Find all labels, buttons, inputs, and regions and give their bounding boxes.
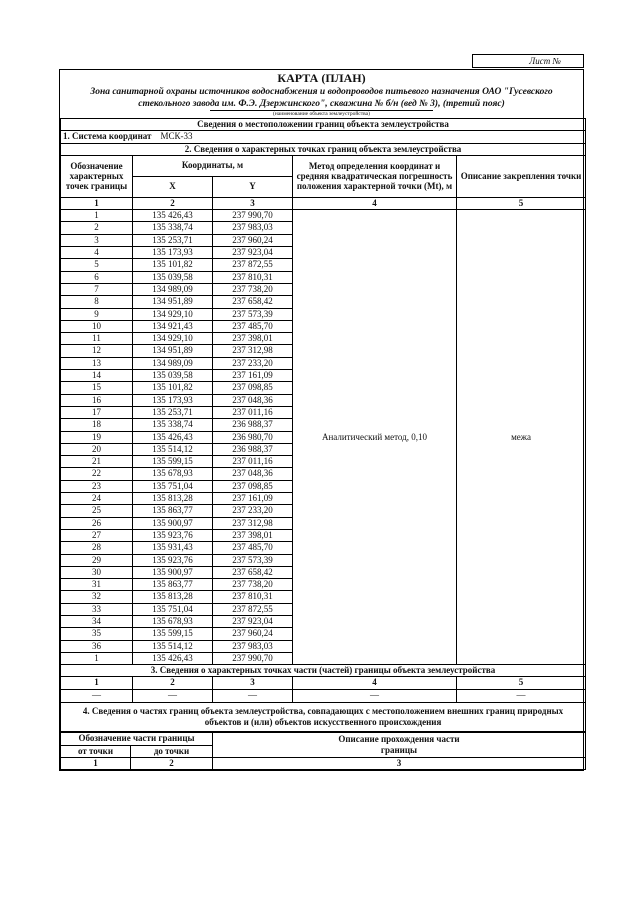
coord-x: 135 039,58: [133, 370, 213, 382]
coord-x: 135 173,93: [133, 394, 213, 406]
coord-x: 135 426,43: [133, 210, 213, 222]
coord-x: 134 989,09: [133, 283, 213, 295]
point-number: 35: [61, 628, 133, 640]
coord-x: 135 678,93: [133, 468, 213, 480]
coord-y: 237 658,42: [213, 566, 293, 578]
sheet-label: Лист №: [529, 56, 561, 66]
coord-y: 236 980,70: [213, 431, 293, 443]
coord-x: 134 989,09: [133, 357, 213, 369]
coord-y: 237 233,20: [213, 505, 293, 517]
point-number: 27: [61, 529, 133, 541]
point-number: 19: [61, 431, 133, 443]
point-header: Обозначение характерных точек границы: [61, 155, 133, 197]
point-number: 28: [61, 542, 133, 554]
coord-x: 135 338,74: [133, 419, 213, 431]
coord-y: 237 960,24: [213, 628, 293, 640]
col-number: 4: [293, 197, 457, 209]
x-header: X: [133, 176, 213, 197]
point-number: 32: [61, 591, 133, 603]
coords-header: Координаты, м: [133, 155, 293, 176]
coord-x: 135 253,71: [133, 234, 213, 246]
coord-x: 135 514,12: [133, 640, 213, 652]
coord-x: 135 923,76: [133, 529, 213, 541]
coord-x: 135 931,43: [133, 542, 213, 554]
coord-y: 236 988,37: [213, 419, 293, 431]
col-number: 3: [213, 677, 293, 689]
section4-title: 4. Сведения о частях границ объекта землеустройства, совпадающих с местоположением внешних границ природных объектов и (или) объектов искусственного происхождения: [61, 702, 586, 732]
dash-cell: —: [213, 689, 293, 702]
coord-x: 135 900,97: [133, 566, 213, 578]
coord-x: 135 900,97: [133, 517, 213, 529]
coord-x: 135 514,12: [133, 443, 213, 455]
sheet-number-box: [472, 54, 584, 68]
coord-y: 237 738,20: [213, 283, 293, 295]
coord-y: 237 011,16: [213, 406, 293, 418]
point-number: 11: [61, 333, 133, 345]
point-number: 16: [61, 394, 133, 406]
point-number: 21: [61, 456, 133, 468]
coord-x: 135 813,28: [133, 493, 213, 505]
dash-cell: —: [61, 689, 133, 702]
col-number: 5: [457, 677, 586, 689]
point-number: 33: [61, 603, 133, 615]
coord-system-label: 1. Система координат: [63, 131, 152, 142]
point-number: 23: [61, 480, 133, 492]
coord-x: 135 173,93: [133, 247, 213, 259]
coord-y: 237 161,09: [213, 493, 293, 505]
point-number: 2: [61, 222, 133, 234]
document-title: КАРТА (ПЛАН): [277, 71, 366, 85]
coord-x: 135 039,58: [133, 271, 213, 283]
point-number: 12: [61, 345, 133, 357]
dash-cell: —: [133, 689, 213, 702]
coord-y: 237 960,24: [213, 234, 293, 246]
coord-y: 237 923,04: [213, 247, 293, 259]
coord-y: 237 312,98: [213, 517, 293, 529]
coord-x: 134 921,43: [133, 320, 213, 332]
coord-y: 237 048,36: [213, 468, 293, 480]
point-number: 26: [61, 517, 133, 529]
coord-x: 135 813,28: [133, 591, 213, 603]
point-number: 14: [61, 370, 133, 382]
coord-y: 237 098,85: [213, 480, 293, 492]
coord-y: 237 011,16: [213, 456, 293, 468]
col-number: 3: [213, 757, 586, 769]
coord-y: 237 161,09: [213, 370, 293, 382]
coord-y: 237 983,03: [213, 640, 293, 652]
coord-x: 135 923,76: [133, 554, 213, 566]
part-desc-header: Описание прохождения части границы: [213, 733, 586, 758]
point-number: 20: [61, 443, 133, 455]
location-table: [60, 118, 586, 732]
coord-x: 135 338,74: [133, 222, 213, 234]
from-header: от точки: [61, 745, 131, 757]
coord-y: 237 398,01: [213, 529, 293, 541]
col-number: 3: [213, 197, 293, 209]
coord-y: 237 312,98: [213, 345, 293, 357]
coord-x: 135 426,43: [133, 431, 213, 443]
coord-x: 135 599,15: [133, 628, 213, 640]
coord-y: 237 573,39: [213, 554, 293, 566]
point-number: 22: [61, 468, 133, 480]
coord-y: 237 990,70: [213, 210, 293, 222]
col-number: 2: [133, 677, 213, 689]
point-number: 13: [61, 357, 133, 369]
coord-x: 135 101,82: [133, 382, 213, 394]
coord-x: 135 426,43: [133, 652, 213, 664]
col-number: 1: [61, 197, 133, 209]
coord-y: 237 233,20: [213, 357, 293, 369]
coord-x: 135 751,04: [133, 603, 213, 615]
coord-y: 237 048,36: [213, 394, 293, 406]
point-number: 29: [61, 554, 133, 566]
coord-system-value: МСК-33: [160, 131, 193, 142]
point-number: 31: [61, 579, 133, 591]
description-value: межа: [457, 210, 586, 665]
coord-y: 237 573,39: [213, 308, 293, 320]
coord-y: 237 485,70: [213, 542, 293, 554]
y-header: Y: [213, 176, 293, 197]
section4-table: [60, 732, 586, 770]
point-number: 1: [61, 210, 133, 222]
coord-x: 134 951,89: [133, 345, 213, 357]
to-header: до точки: [131, 745, 213, 757]
col-number: 2: [133, 197, 213, 209]
col-number: 1: [61, 677, 133, 689]
coord-x: 135 863,77: [133, 579, 213, 591]
coord-y: 237 398,01: [213, 333, 293, 345]
subtitle-caption: (наименование объекта землеустройства): [210, 110, 433, 118]
point-number: 30: [61, 566, 133, 578]
point-number: 6: [61, 271, 133, 283]
points-body: [61, 210, 586, 665]
section1-title: Сведения о местоположении границ объекта землеустройства: [61, 119, 586, 131]
coord-y: 237 658,42: [213, 296, 293, 308]
point-number: 8: [61, 296, 133, 308]
coord-x: 135 863,77: [133, 505, 213, 517]
description-header: Описание закрепления точки: [457, 155, 586, 197]
coord-y: 237 872,55: [213, 259, 293, 271]
point-number: 7: [61, 283, 133, 295]
col-number: 5: [457, 197, 586, 209]
point-number: 18: [61, 419, 133, 431]
point-number: 10: [61, 320, 133, 332]
method-header: Метод определения координат и средняя квадратическая погрешность положения характерной точки (Mt), м: [293, 155, 457, 197]
coord-y: 237 923,04: [213, 615, 293, 627]
coord-x: 135 599,15: [133, 456, 213, 468]
coord-x: 135 253,71: [133, 406, 213, 418]
part-header: Обозначение части границы: [61, 733, 213, 745]
dash-cell: —: [293, 689, 457, 702]
coord-x: 134 951,89: [133, 296, 213, 308]
method-value: Аналитический метод, 0,10: [293, 210, 457, 665]
section2-title: 2. Сведения о характерных точках границ объекта землеустройства: [61, 143, 586, 155]
point-number: 5: [61, 259, 133, 271]
coord-y: 237 990,70: [213, 652, 293, 664]
coord-y: 236 988,37: [213, 443, 293, 455]
dash-cell: —: [457, 689, 586, 702]
point-number: 17: [61, 406, 133, 418]
point-number: 4: [61, 247, 133, 259]
document-subtitle: Зона санитарной охраны источников водоснабжения и водопроводов питьевого назначения ОАО "Гусевского стекольного завода им. Ф.Э. Дзержинского", скважина № б/н (вед № 3), (третий пояс): [90, 87, 553, 109]
coord-y: 237 098,85: [213, 382, 293, 394]
table-row: [61, 210, 586, 222]
col-number: 2: [131, 757, 213, 769]
coord-y: 237 810,31: [213, 271, 293, 283]
coord-x: 134 929,10: [133, 333, 213, 345]
point-number: 34: [61, 615, 133, 627]
point-number: 1: [61, 652, 133, 664]
col-number: 1: [61, 757, 131, 769]
coord-x: 135 101,82: [133, 259, 213, 271]
point-number: 24: [61, 493, 133, 505]
coord-x: 135 678,93: [133, 615, 213, 627]
coord-y: 237 485,70: [213, 320, 293, 332]
section3-title: 3. Сведения о характерных точках части (частей) границы объекта землеустройства: [61, 665, 586, 677]
point-number: 9: [61, 308, 133, 320]
coord-system-row: [61, 131, 586, 143]
point-number: 15: [61, 382, 133, 394]
coord-x: 135 751,04: [133, 480, 213, 492]
point-number: 25: [61, 505, 133, 517]
point-number: 36: [61, 640, 133, 652]
coord-y: 237 983,03: [213, 222, 293, 234]
coord-y: 237 738,20: [213, 579, 293, 591]
coord-y: 237 810,31: [213, 591, 293, 603]
coord-y: 237 872,55: [213, 603, 293, 615]
point-number: 3: [61, 234, 133, 246]
coord-x: 134 929,10: [133, 308, 213, 320]
col-number: 4: [293, 677, 457, 689]
document-frame: [59, 69, 584, 771]
